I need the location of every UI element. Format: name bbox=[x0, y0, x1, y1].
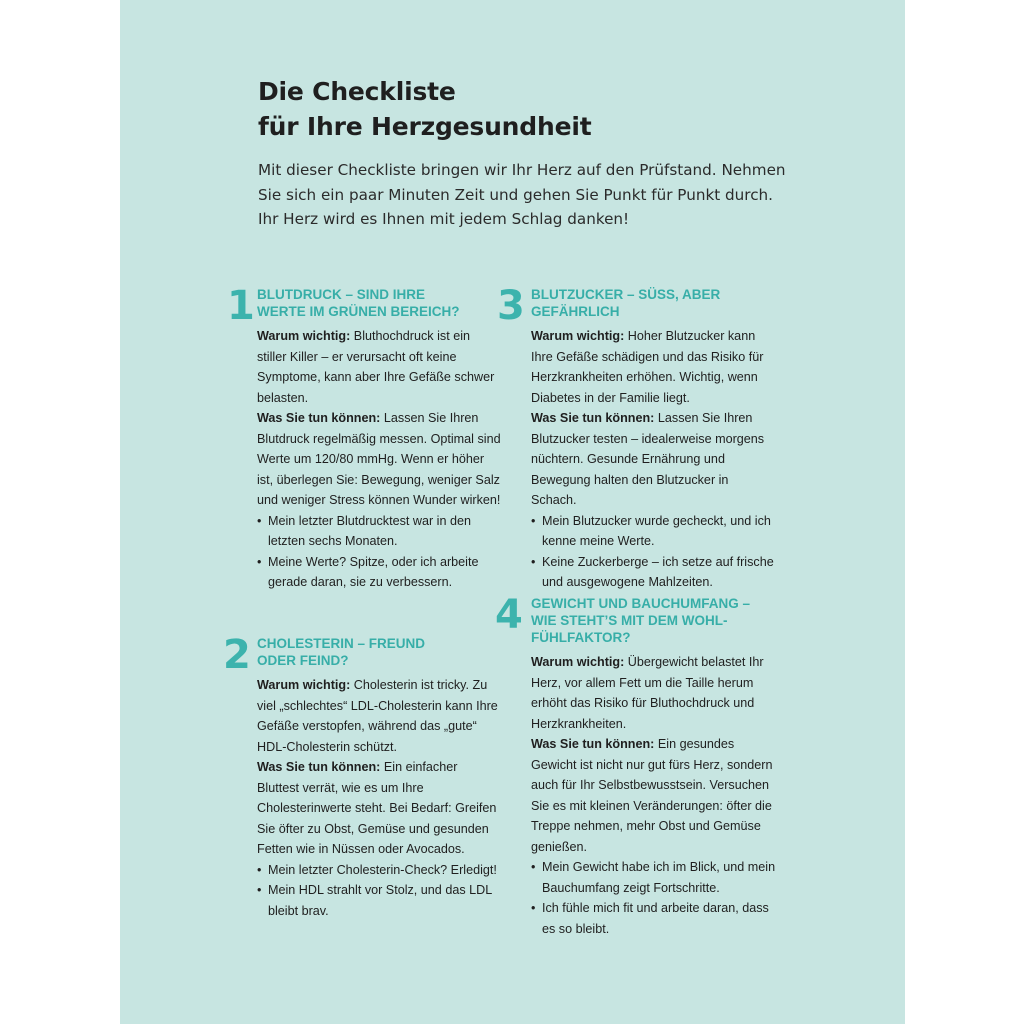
why-paragraph bbox=[531, 652, 777, 734]
bullet-text: Mein Blutzucker wurde gecheckt, und ich kenne meine Werte. bbox=[542, 513, 771, 548]
section-heading bbox=[531, 595, 777, 646]
todo-paragraph bbox=[257, 408, 501, 511]
title-line-1: Die Checkliste bbox=[258, 77, 456, 106]
why-text: Bluthochdruck ist ein stiller Killer – er verursacht oft keine Symptome, kann aber Ihre Gefäße schwer belasten. bbox=[257, 329, 495, 405]
section-heading-line: FÜHLFAKTOR? bbox=[531, 630, 631, 645]
section-heading bbox=[257, 286, 501, 320]
section-number: 1 bbox=[227, 283, 255, 329]
title-line-2: für Ihre Herzgesundheit bbox=[258, 112, 592, 141]
bullet-dot-icon: • bbox=[531, 513, 536, 528]
section-heading bbox=[531, 286, 777, 320]
checklist-bullets bbox=[257, 860, 501, 922]
why-text: Übergewicht belastet Ihr Herz, vor allem Fett um die Taille herum erhöht das Risiko für Bluthochdruck und Herzkrankheiten. bbox=[531, 655, 764, 731]
bullet-text: Ich fühle mich fit und arbeite daran, dass es so bleibt. bbox=[542, 901, 769, 936]
bullet-dot-icon: • bbox=[257, 513, 262, 528]
intro-paragraph: Mit dieser Checkliste bringen wir Ihr Herz auf den Prüfstand. Nehmen Sie sich ein paar Minuten Zeit und gehen Sie Punkt für Punkt durch. Ihr Herz wird es Ihnen mit jedem Schlag danken! bbox=[258, 161, 786, 228]
section-body bbox=[257, 675, 501, 921]
section-heading-line: WIE STEHT’S MIT DEM WOHL- bbox=[531, 613, 728, 628]
checklist-bullet bbox=[531, 552, 777, 593]
why-text: Hoher Blutzucker kann Ihre Gefäße schädigen und das Risiko für Herzkrankheiten erhöhen. Wichtig, wenn Diabetes in der Familie liegt. bbox=[531, 329, 764, 405]
checklist-bullets bbox=[257, 511, 501, 593]
section-number: 3 bbox=[497, 283, 525, 329]
checklist-bullet bbox=[531, 898, 777, 939]
why-label: Warum wichtig: bbox=[531, 655, 625, 669]
bullet-dot-icon: • bbox=[257, 862, 262, 877]
bullet-text: Meine Werte? Spitze, oder ich arbeite gerade daran, sie zu verbessern. bbox=[268, 554, 479, 589]
todo-text: Lassen Sie Ihren Blutzucker testen – idealerweise morgens nüchtern. Gesunde Ernährung und Bewegung halten den Blutzucker in Schach. bbox=[531, 411, 765, 507]
todo-label: Was Sie tun können: bbox=[257, 760, 381, 774]
why-paragraph bbox=[531, 326, 777, 408]
checklist-bullet bbox=[257, 511, 501, 552]
section-body bbox=[257, 326, 501, 593]
bullet-text: Keine Zuckerberge – ich setze auf frische und ausgewogene Mahlzeiten. bbox=[542, 554, 774, 589]
checklist-bullets bbox=[531, 857, 777, 939]
bullet-text: Mein letzter Cholesterin-Check? Erledigt! bbox=[268, 862, 497, 877]
why-label: Warum wichtig: bbox=[531, 329, 625, 343]
section-heading bbox=[257, 635, 501, 669]
bullet-text: Mein HDL strahlt vor Stolz, und das LDL bleibt brav. bbox=[268, 883, 492, 918]
bullet-dot-icon: • bbox=[257, 883, 262, 897]
bullet-text: Mein Gewicht habe ich im Blick, und mein Bauchumfang zeigt Fortschritte. bbox=[542, 860, 776, 895]
section-body bbox=[531, 326, 777, 593]
why-text: Cholesterin ist tricky. Zu viel „schlechtes“ LDL-Cholesterin kann Ihre Gefäße verstopfen, während das „gute“ HDL-Cholesterin schützt. bbox=[257, 678, 498, 754]
section-body bbox=[531, 652, 777, 939]
section-number: 4 bbox=[495, 592, 523, 638]
bullet-dot-icon: • bbox=[531, 554, 536, 569]
why-label: Warum wichtig: bbox=[257, 329, 351, 343]
checklist-bullet bbox=[531, 857, 777, 898]
todo-label: Was Sie tun können: bbox=[257, 411, 381, 425]
todo-paragraph bbox=[531, 734, 777, 857]
why-paragraph bbox=[257, 675, 501, 757]
todo-paragraph bbox=[531, 408, 777, 511]
bullet-dot-icon: • bbox=[531, 860, 536, 874]
checklist-section-2 bbox=[223, 632, 501, 921]
section-heading-line: BLUTZUCKER – SÜSS, ABER bbox=[531, 287, 721, 302]
todo-label: Was Sie tun können: bbox=[531, 411, 655, 425]
todo-text: Ein gesundes Gewicht ist nicht nur gut fürs Herz, sondern auch für Ihr Selbstbewusstsein. Versuchen Sie es mit kleinen Veränderungen: öfter die Treppe nehmen, mehr Obst und Gemüse genießen. bbox=[531, 737, 773, 854]
checklist-bullet bbox=[531, 511, 777, 552]
checklist-section-4 bbox=[495, 592, 777, 939]
checklist-bullets bbox=[531, 511, 777, 593]
checklist-page bbox=[120, 0, 905, 1024]
bullet-text: Mein letzter Blutdrucktest war in den letzten sechs Monaten. bbox=[268, 513, 471, 548]
todo-label: Was Sie tun können: bbox=[531, 737, 655, 751]
section-heading-line: ODER FEIND? bbox=[257, 653, 349, 668]
bullet-dot-icon: • bbox=[257, 554, 262, 569]
checklist-section-1 bbox=[227, 283, 501, 593]
section-heading-line: CHOLESTERIN – FREUND bbox=[257, 636, 426, 651]
checklist-bullet bbox=[257, 880, 501, 921]
bullet-dot-icon: • bbox=[531, 901, 536, 915]
page-title bbox=[258, 74, 591, 144]
section-number: 2 bbox=[223, 632, 251, 678]
todo-paragraph bbox=[257, 757, 501, 860]
section-heading-line: GEWICHT UND BAUCHUMFANG – bbox=[531, 596, 750, 611]
section-heading-line: WERTE IM GRÜNEN BEREICH? bbox=[257, 304, 460, 319]
why-paragraph bbox=[257, 326, 501, 408]
section-heading-line: BLUTDRUCK – SIND IHRE bbox=[257, 287, 426, 302]
todo-text: Lassen Sie Ihren Blutdruck regelmäßig messen. Optimal sind Werte um 120/80 mmHg. Wenn er höher ist, überlegen Sie: Bewegung, weniger Salz und weniger Stress können Wunder wirken! bbox=[257, 411, 501, 507]
section-heading-line: GEFÄHRLICH bbox=[531, 304, 620, 319]
checklist-section-3 bbox=[497, 283, 777, 593]
todo-text: Ein einfacher Bluttest verrät, wie es um Ihre Cholesterinwerte steht. Bei Bedarf: Greifen Sie öfter zu Obst, Gemüse und gesunden Fetten wie in Nüssen oder Avocados. bbox=[257, 760, 497, 856]
why-label: Warum wichtig: bbox=[257, 678, 351, 692]
checklist-bullet bbox=[257, 552, 501, 593]
checklist-bullet bbox=[257, 860, 501, 881]
